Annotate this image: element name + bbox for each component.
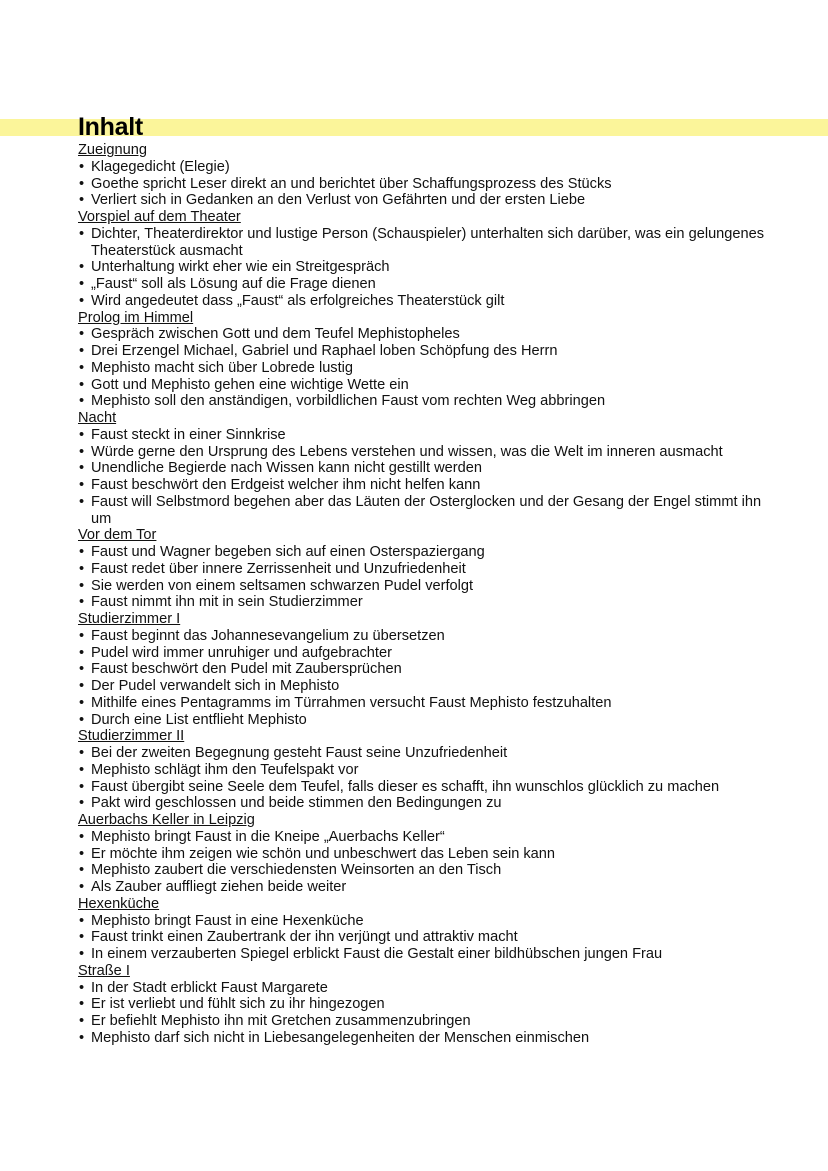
bullet-list [78, 226, 778, 310]
list-item: • „Faust“ soll als Lösung auf die Frage dienen [78, 276, 778, 293]
list-item: • Faust trinkt einen Zaubertrank der ihn verjüngt und attraktiv macht [78, 929, 778, 946]
section-heading: Hexenküche [78, 895, 160, 912]
bullet-list [78, 745, 778, 812]
toc-section [78, 728, 778, 812]
list-item: • In der Stadt erblickt Faust Margarete [78, 980, 778, 997]
list-item: • Mephisto zaubert die verschiedensten Weinsorten an den Tisch [78, 862, 778, 879]
bullet-list [78, 628, 778, 729]
list-item: • Unterhaltung wirkt eher wie ein Streitgespräch [78, 259, 778, 276]
list-item: • Mephisto darf sich nicht in Liebesangelegenheiten der Menschen einmischen [78, 1030, 778, 1047]
list-item: • Mephisto bringt Faust in eine Hexenküche [78, 913, 778, 930]
toc-section [78, 527, 778, 611]
list-item: • Faust steckt in einer Sinnkrise [78, 427, 778, 444]
list-item: • Verliert sich in Gedanken an den Verlust von Gefährten und der ersten Liebe [78, 192, 778, 209]
list-item: • Faust beginnt das Johannesevangelium zu übersetzen [78, 628, 778, 645]
list-item: • Mephisto soll den anständigen, vorbildlichen Faust vom rechten Weg abbringen [78, 393, 778, 410]
bullet-list [78, 980, 778, 1047]
list-item: • Pakt wird geschlossen und beide stimmen den Bedingungen zu [78, 795, 778, 812]
list-item: • Sie werden von einem seltsamen schwarzen Pudel verfolgt [78, 578, 778, 595]
list-item: • Goethe spricht Leser direkt an und berichtet über Schaffungsprozess des Stücks [78, 176, 778, 193]
list-item: • Faust übergibt seine Seele dem Teufel, falls dieser es schafft, ihn wunschlos glücklich zu machen [78, 779, 778, 796]
toc-section [78, 142, 778, 209]
section-heading: Studierzimmer I [78, 611, 181, 627]
list-item: • Faust will Selbstmord begehen aber das Läuten der Osterglocken und der Gesang der Engel stimmt ihn um [78, 494, 778, 528]
section-heading: Zueignung [78, 142, 147, 158]
list-item: • Dichter, Theaterdirektor und lustige Person (Schauspieler) unterhalten sich darüber, was ein gelungenes Theaterstück ausmacht [78, 226, 778, 260]
list-item: • Der Pudel verwandelt sich in Mephisto [78, 678, 778, 695]
list-item: • Gott und Mephisto gehen eine wichtige Wette ein [78, 377, 778, 394]
toc-section [78, 209, 778, 310]
list-item: • Faust redet über innere Zerrissenheit und Unzufriedenheit [78, 561, 778, 578]
section-heading: Studierzimmer II [78, 728, 185, 745]
list-item: • Er ist verliebt und fühlt sich zu ihr hingezogen [78, 996, 778, 1013]
list-item: • Würde gerne den Ursprung des Lebens verstehen und wissen, was die Welt im inneren ausmacht [78, 444, 778, 461]
list-item: • Faust beschwört den Erdgeist welcher ihm nicht helfen kann [78, 477, 778, 494]
bullet-list [78, 427, 778, 528]
list-item: • Gespräch zwischen Gott und dem Teufel Mephistopheles [78, 326, 778, 343]
list-item: • Wird angedeutet dass „Faust“ als erfolgreiches Theaterstück gilt [78, 293, 778, 310]
bullet-list [78, 326, 778, 410]
section-heading: Straße I [78, 962, 130, 979]
list-item: • Mithilfe eines Pentagramms im Türrahmen versucht Faust Mephisto festzuhalten [78, 695, 778, 712]
list-item: • Faust beschwört den Pudel mit Zaubersprüchen [78, 661, 778, 678]
list-item: • Klagegedicht (Elegie) [78, 159, 778, 176]
list-item: • Mephisto macht sich über Lobrede lustig [78, 360, 778, 377]
section-heading: Nacht [78, 410, 117, 426]
toc-section [78, 812, 778, 896]
bullet-list [78, 544, 778, 611]
toc-section [78, 410, 778, 527]
list-item: • Unendliche Begierde nach Wissen kann nicht gestillt werden [78, 460, 778, 477]
section-heading: Prolog im Himmel [78, 309, 194, 326]
list-item: • Bei der zweiten Begegnung gesteht Faust seine Unzufriedenheit [78, 745, 778, 762]
list-item: • Mephisto bringt Faust in die Kneipe „Auerbachs Keller“ [78, 829, 778, 846]
page-title: Inhalt [78, 113, 143, 141]
table-of-contents [78, 142, 778, 1047]
list-item: • Als Zauber auffliegt ziehen beide weiter [78, 879, 778, 896]
toc-section [78, 611, 778, 728]
list-item: • Er befiehlt Mephisto ihn mit Gretchen zusammenzubringen [78, 1013, 778, 1030]
list-item: • Faust und Wagner begeben sich auf einen Osterspaziergang [78, 544, 778, 561]
list-item: • Faust nimmt ihn mit in sein Studierzimmer [78, 594, 778, 611]
list-item: • In einem verzauberten Spiegel erblickt Faust die Gestalt einer bildhübschen jungen Frau [78, 946, 778, 963]
bullet-list [78, 159, 778, 209]
toc-section [78, 896, 778, 963]
bullet-list [78, 829, 778, 896]
list-item: • Durch eine List entflieht Mephisto [78, 712, 778, 729]
section-heading: Vor dem Tor [78, 527, 157, 544]
list-item: • Pudel wird immer unruhiger und aufgebrachter [78, 645, 778, 662]
bullet-list [78, 913, 778, 963]
section-heading: Vorspiel auf dem Theater [78, 209, 241, 225]
section-heading: Auerbachs Keller in Leipzig [78, 812, 255, 828]
list-item: • Mephisto schlägt ihm den Teufelspakt vor [78, 762, 778, 779]
toc-section [78, 310, 778, 411]
toc-section [78, 963, 778, 1047]
list-item: • Drei Erzengel Michael, Gabriel und Raphael loben Schöpfung des Herrn [78, 343, 778, 360]
list-item: • Er möchte ihm zeigen wie schön und unbeschwert das Leben sein kann [78, 846, 778, 863]
